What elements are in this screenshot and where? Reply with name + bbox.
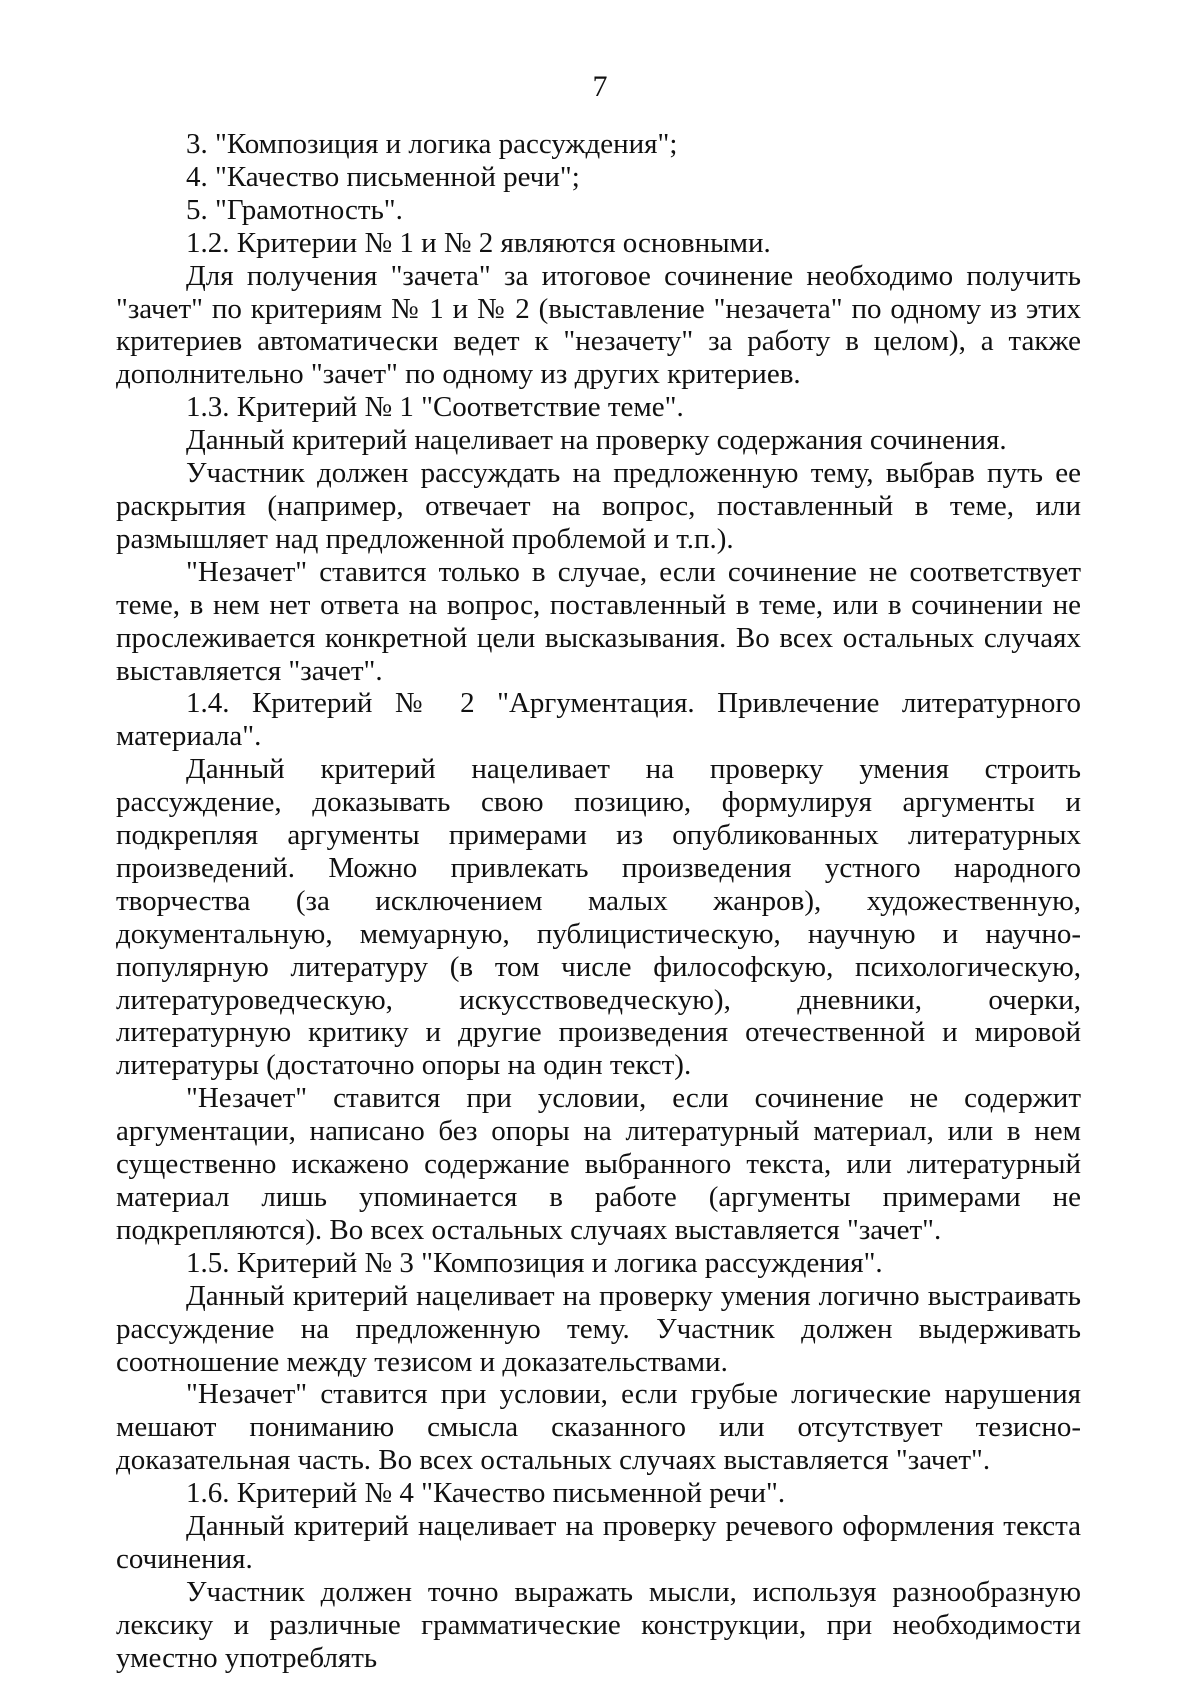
paragraph-section-1-5: 1.5. Критерий № 3 "Композиция и логика рассуждения". xyxy=(186,1246,883,1279)
paragraph-criterion-4: 4. "Качество письменной речи"; xyxy=(186,160,580,193)
paragraph-zachet-conditions: Для получения "зачета" за итоговое сочинение необходимо получить "зачет" по критериям № 1 и № 2 (выставление "незачета" по одному из этих критериев автоматически ведет к "незачету" за работу в целом), а также дополнительно "зачет" по одному из других критериев. xyxy=(116,259,1081,391)
paragraph-criterion-5: 5. "Грамотность". xyxy=(186,193,403,226)
paragraph-criterion-1-nezachet: "Незачет" ставится только в случае, если сочинение не соответствует теме, в нем нет ответа на вопрос, поставленный в теме, или в сочинении не прослеживается конкретной цели высказывания. Во всех остальных случаях выставляется "зачет". xyxy=(116,555,1081,687)
paragraph-criterion-3-purpose: Данный критерий нацеливает на проверку умения логично выстраивать рассуждение на предложенную тему. Участник должен выдерживать соотношение между тезисом и доказательствами. xyxy=(116,1279,1081,1378)
document-body xyxy=(116,128,1081,1675)
paragraph-criterion-4-purpose: Данный критерий нацеливает на проверку речевого оформления текста сочинения. xyxy=(116,1510,1081,1575)
paragraph-criterion-1-purpose: Данный критерий нацеливает на проверку содержания сочинения. xyxy=(186,424,1007,457)
paragraph-criterion-2-purpose: Данный критерий нацеливает на проверку умения строить рассуждение, доказывать свою позицию, формулируя аргументы и подкрепляя аргументы примерами из опубликованных литературных произведений. Можно привлекать произведения устного народного творчества (за исключением малых жанров), художественную, документальную, мемуарную, публицистическую, научную и научно-популярную литературу (в том числе философскую, психологическую, литературоведческую, искусствоведческую), дневники, очерки, литературную критику и другие произведения отечественной и мировой литературы (достаточно опоры на один текст). xyxy=(116,753,1081,1082)
paragraph-section-1-6: 1.6. Критерий № 4 "Качество письменной речи". xyxy=(186,1477,786,1510)
paragraph-criterion-2-nezachet: "Незачет" ставится при условии, если сочинение не содержит аргументации, написано без опоры на литературный материал, или в нем существенно искажено содержание выбранного текста, или литературный материал лишь упоминается в работе (аргументы примерами не подкрепляются). Во всех остальных случаях выставляется "зачет". xyxy=(116,1082,1081,1246)
paragraph-criterion-4-requirement: Участник должен точно выражать мысли, используя разнообразную лексику и различные грамматические конструкции, при необходимости уместно употреблять xyxy=(116,1575,1081,1674)
paragraph-section-1-3: 1.3. Критерий № 1 "Соответствие теме". xyxy=(186,391,684,424)
page-number: 7 xyxy=(592,70,608,103)
paragraph-criterion-3-nezachet: "Незачет" ставится при условии, если грубые логические нарушения мешают пониманию смысла сказанного или отсутствует тезисно-доказательная часть. Во всех остальных случаях выставляется "зачет". xyxy=(116,1378,1081,1477)
paragraph-section-1-2: 1.2. Критерии № 1 и № 2 являются основными. xyxy=(186,226,771,259)
paragraph-criterion-1-requirement: Участник должен рассуждать на предложенную тему, выбрав путь ее раскрытия (например, отвечает на вопрос, поставленный в теме, или размышляет над предложенной проблемой и т.п.). xyxy=(116,457,1081,555)
paragraph-section-1-4: 1.4. Критерий № 2 "Аргументация. Привлечение литературного материала". xyxy=(116,687,1081,753)
paragraph-criterion-3: 3. "Композиция и логика рассуждения"; xyxy=(186,128,678,160)
